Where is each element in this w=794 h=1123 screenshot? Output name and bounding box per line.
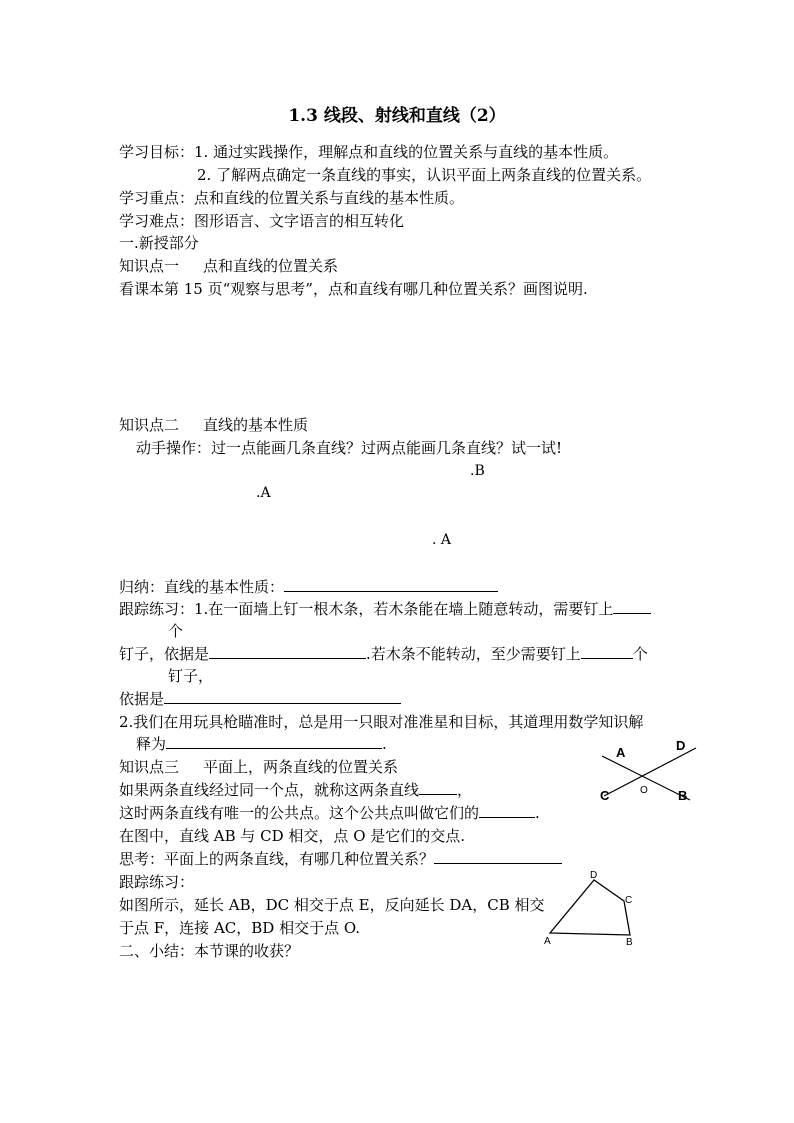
exercise-1-unit: 个: [168, 622, 184, 640]
summary-text: 归纳：直线的基本性质：: [119, 578, 285, 596]
kp3-label: 知识点三: [119, 758, 180, 776]
answer-blank[interactable]: [479, 803, 535, 818]
fig2-label-b: B: [626, 937, 633, 948]
comma: ，: [457, 781, 473, 799]
kp3-question-line2: 于点 F，连接 AC，BD 相交于点 O.: [119, 919, 361, 937]
exercise-1-basis-2: 依据是: [119, 690, 165, 708]
kp2-summary: [119, 576, 498, 598]
kp3-line3: 在图中，直线 AB 与 CD 相交，点 O 是它们的交点.: [119, 827, 466, 845]
fig2-label-c: C: [625, 895, 633, 906]
goal-1: 1. 通过实践操作，理解点和直线的位置关系与直线的基本性质。: [194, 143, 619, 161]
kp1-text: 看课本第 15 页“观察与思考”，点和直线有哪几种位置关系？画图说明.: [119, 280, 588, 298]
fig1-label-o: O: [640, 785, 648, 796]
answer-blank[interactable]: [164, 689, 401, 704]
fig2-label-d: D: [590, 870, 598, 881]
period: .: [382, 735, 387, 753]
kp2-heading: [119, 414, 308, 436]
section-new-content: 一.新授部分: [119, 234, 199, 252]
answer-blank[interactable]: [581, 644, 633, 659]
learning-goals-line1: [119, 141, 618, 163]
kp3-title: 平面上，两条直线的位置关系: [203, 758, 399, 776]
fig1-label-d: D: [676, 738, 686, 753]
exercise-1-text: 跟踪练习：1.在一面墙上钉一根木条，若木条能在墙上随意转动，需要钉上: [119, 600, 614, 618]
kp2-activity: 动手操作：过一点能画几条直线？过两点能画几条直线？试一试!: [136, 439, 563, 457]
exercise-1-text-2: .若木条不能转动，至少需要钉上: [366, 645, 581, 663]
answer-blank[interactable]: [419, 780, 457, 795]
exercise-1-line3: [119, 688, 401, 710]
kp3-line2: [119, 802, 540, 824]
exercise-2-text: 释为: [136, 735, 167, 753]
kp3-text-1: 如果两条直线经过同一个点，就称这两条直线: [119, 781, 420, 799]
exercise-1-nails: 钉子，: [168, 667, 214, 685]
fig1-label-c: C: [600, 788, 610, 803]
quadrilateral-abcd: [550, 880, 633, 935]
answer-blank[interactable]: [613, 599, 651, 614]
fig1-label-a: A: [616, 745, 626, 760]
kp1-title: 点和直线的位置关系: [203, 257, 339, 275]
fig2-label-a: A: [544, 936, 551, 947]
goal-2: 2. 了解两点确定一条直线的事实，认识平面上两条直线的位置关系。: [197, 166, 652, 184]
think-text: 思考：平面上的两条直线，有哪几种位置关系？: [119, 850, 435, 868]
kp3-question-line1: 如图所示，延长 AB，DC 相交于点 E，反向延长 DA，CB 相交: [119, 896, 545, 914]
answer-blank[interactable]: [209, 644, 366, 659]
point-a-label: .A: [256, 485, 271, 501]
kp2-title: 直线的基本性质: [203, 416, 309, 434]
kp3-think: [119, 848, 562, 870]
point-a-label-2: . A: [432, 532, 452, 548]
kp2-label: 知识点二: [119, 416, 180, 434]
point-b-label: .B: [470, 463, 485, 479]
learning-focus: 学习重点：点和直线的位置关系与直线的基本性质。: [119, 189, 465, 207]
exercise-1-line2: [119, 643, 648, 665]
page-title: 1.3 线段、射线和直线（2）: [288, 106, 506, 126]
answer-blank[interactable]: [434, 849, 562, 864]
kp3-track: 跟踪练习：: [119, 873, 195, 891]
exercise-1-line1: [119, 598, 651, 620]
kp3-line1: [119, 779, 472, 801]
exercise-2-line2: [136, 733, 387, 755]
learning-difficulty: 学习难点：图形语言、文字语言的相互转化: [119, 212, 405, 230]
kp3-text-2: 这时两条直线有唯一的公共点。这个公共点叫做它们的: [119, 804, 480, 822]
kp3-heading: [119, 756, 398, 778]
kp1-label: 知识点一: [119, 257, 180, 275]
exercise-2-line1: 2.我们在用玩具枪瞄准时，总是用一只眼对准准星和目标，其道理用数学知识解: [119, 713, 644, 731]
answer-blank[interactable]: [284, 577, 498, 592]
intersecting-lines-figure: [590, 736, 710, 816]
period: .: [535, 804, 540, 822]
exercise-1-unit-2: 个: [632, 645, 648, 663]
summary-section: 二、小结：本节课的收获？: [119, 942, 300, 960]
quadrilateral-figure: [540, 866, 650, 946]
answer-blank[interactable]: [166, 734, 382, 749]
goals-label: 学习目标：: [119, 143, 195, 161]
exercise-1-basis: 钉子，依据是: [119, 645, 210, 663]
kp1-heading: [119, 255, 338, 277]
fig1-label-b: B: [678, 788, 688, 803]
